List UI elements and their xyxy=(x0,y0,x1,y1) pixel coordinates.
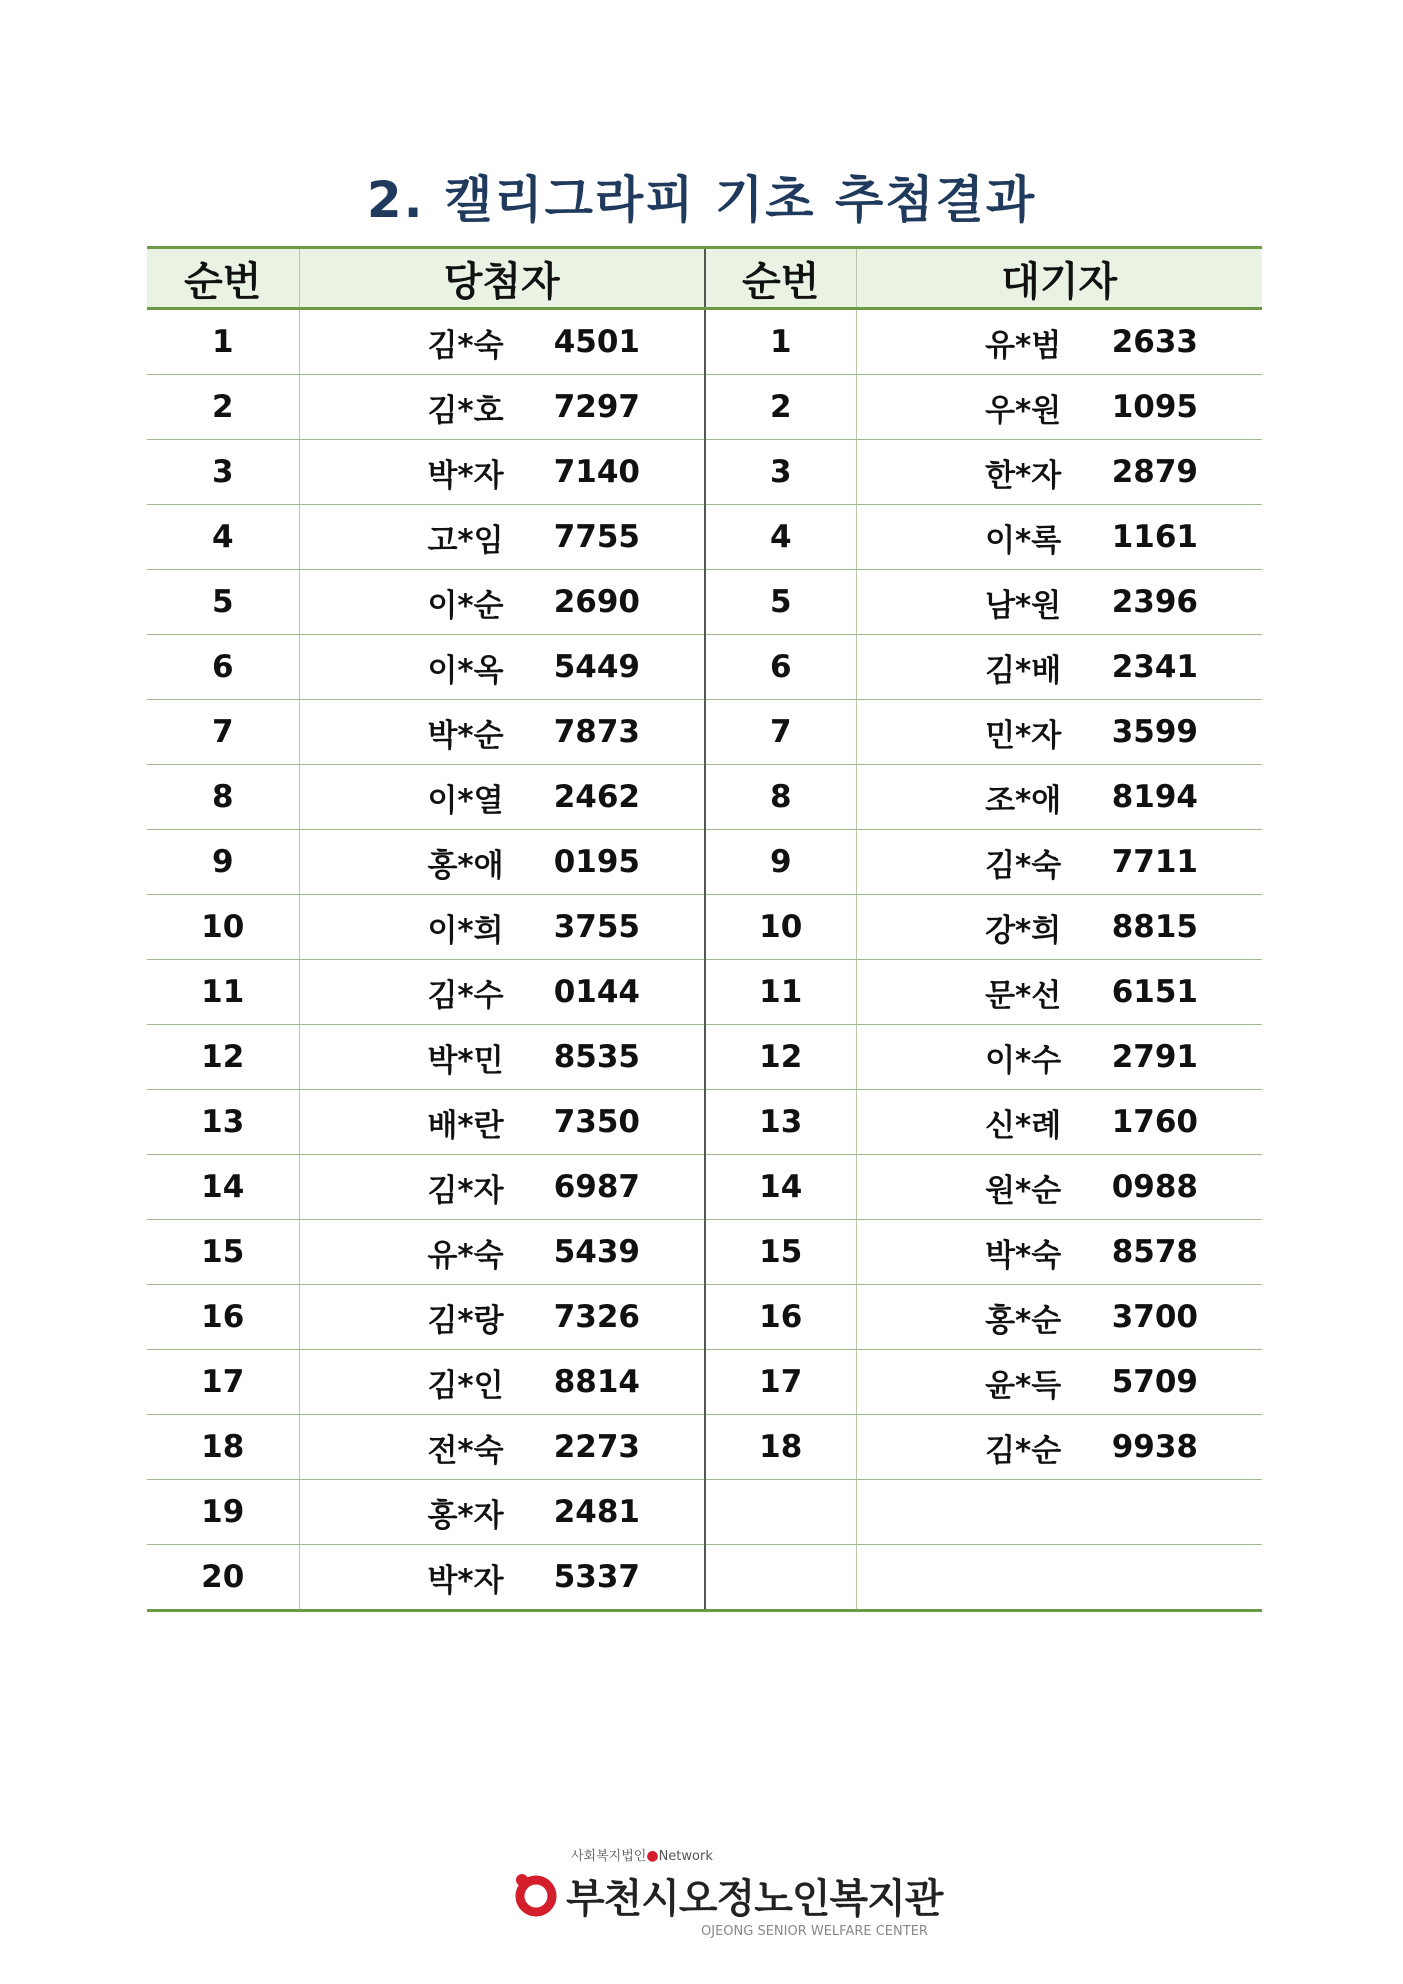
table-row xyxy=(147,700,1262,765)
winner-code: 8814 xyxy=(553,1364,640,1400)
waitlist-cell xyxy=(856,1285,1262,1350)
waitlist-cell xyxy=(856,570,1262,635)
winner-order: 1 xyxy=(147,309,299,375)
table-row xyxy=(147,1545,1262,1611)
winner-cell xyxy=(299,960,705,1025)
winner-code: 0195 xyxy=(553,844,640,880)
waitlist-code: 3599 xyxy=(1111,714,1198,750)
waitlist-order: 13 xyxy=(705,1090,856,1155)
winner-cell xyxy=(299,505,705,570)
winner-code: 7873 xyxy=(553,714,640,750)
winner-order: 20 xyxy=(201,1559,245,1595)
waitlist-code: 8194 xyxy=(1111,779,1198,815)
winner-name: 이*옥 xyxy=(427,652,504,689)
waitlist-code: 3700 xyxy=(1111,1299,1198,1335)
waitlist-cell xyxy=(856,1155,1262,1220)
winner-cell xyxy=(299,1285,705,1350)
table-row xyxy=(147,635,1262,700)
waitlist-cell xyxy=(856,960,1262,1025)
waitlist-cell xyxy=(856,1350,1262,1415)
waitlist-code: 5709 xyxy=(1111,1364,1198,1400)
waitlist-name: 이*록 xyxy=(985,522,1062,559)
waitlist-cell xyxy=(856,830,1262,895)
waitlist-order: 9 xyxy=(705,830,856,895)
winner-code: 7326 xyxy=(553,1299,640,1335)
waitlist-name: 원*순 xyxy=(985,1172,1062,1209)
waitlist-cell xyxy=(856,1545,1262,1611)
waitlist-code: 2633 xyxy=(1111,324,1198,360)
waitlist-order: 3 xyxy=(705,440,856,505)
waitlist-cell xyxy=(856,1090,1262,1155)
winner-name: 전*숙 xyxy=(427,1432,504,1469)
winner-code: 8535 xyxy=(553,1039,640,1075)
waitlist-order: 7 xyxy=(705,700,856,765)
winner-cell xyxy=(299,1090,705,1155)
waitlist-name: 신*례 xyxy=(985,1107,1062,1144)
winner-name: 박*자 xyxy=(427,457,504,494)
waitlist-order: 10 xyxy=(705,895,856,960)
winner-cell xyxy=(299,440,705,505)
winner-code: 5337 xyxy=(553,1559,640,1595)
table-row xyxy=(147,570,1262,635)
winner-cell xyxy=(299,830,705,895)
waitlist-cell xyxy=(856,1415,1262,1480)
winner-cell xyxy=(299,1220,705,1285)
waitlist-code: 1760 xyxy=(1111,1104,1198,1140)
waitlist-code: 2879 xyxy=(1111,454,1198,490)
welfare-center-logo-icon xyxy=(512,1871,558,1917)
waitlist-cell xyxy=(856,895,1262,960)
waitlist-name: 남*원 xyxy=(985,587,1062,624)
waitlist-cell xyxy=(856,309,1262,375)
winner-code: 2690 xyxy=(553,584,640,620)
header-waitlist-order: 순번 xyxy=(705,248,856,309)
winner-order: 16 xyxy=(147,1285,299,1350)
table-row xyxy=(147,1350,1262,1415)
table-row xyxy=(147,1220,1262,1285)
winner-name: 김*자 xyxy=(427,1172,504,1209)
waitlist-name: 한*자 xyxy=(985,457,1062,494)
winner-code: 2273 xyxy=(553,1429,640,1465)
winner-cell xyxy=(299,375,705,440)
waitlist-code: 7711 xyxy=(1111,844,1198,880)
table-row xyxy=(147,1285,1262,1350)
waitlist-code: 0988 xyxy=(1111,1169,1198,1205)
waitlist-order xyxy=(705,1545,856,1611)
winner-order: 18 xyxy=(147,1415,299,1480)
waitlist-cell xyxy=(856,375,1262,440)
waitlist-order: 14 xyxy=(705,1155,856,1220)
winner-order: 7 xyxy=(147,700,299,765)
waitlist-code: 1161 xyxy=(1111,519,1198,555)
winner-name: 김*숙 xyxy=(427,327,504,364)
results-body xyxy=(147,309,1262,1611)
waitlist-code: 8815 xyxy=(1111,909,1198,945)
winner-cell xyxy=(299,765,705,830)
lottery-results-table xyxy=(147,246,1262,1612)
winner-cell xyxy=(299,1415,705,1480)
waitlist-cell xyxy=(856,635,1262,700)
winner-cell xyxy=(299,700,705,765)
winner-name: 고*임 xyxy=(427,522,504,559)
table-row xyxy=(147,1155,1262,1220)
waitlist-cell xyxy=(856,1480,1262,1545)
waitlist-order: 11 xyxy=(705,960,856,1025)
table-row xyxy=(147,895,1262,960)
winner-name: 김*호 xyxy=(427,392,504,429)
network-word: Network xyxy=(658,1849,713,1864)
winner-code: 7755 xyxy=(553,519,640,555)
winner-name: 이*순 xyxy=(427,587,504,624)
winner-order: 6 xyxy=(147,635,299,700)
winner-order: 5 xyxy=(147,570,299,635)
winner-order: 12 xyxy=(147,1025,299,1090)
winner-name: 홍*애 xyxy=(427,847,504,884)
winner-cell xyxy=(299,1155,705,1220)
network-dot-icon: ● xyxy=(646,1848,659,1864)
winner-code: 7350 xyxy=(553,1104,640,1140)
winner-cell xyxy=(299,1480,705,1545)
winner-order: 15 xyxy=(147,1220,299,1285)
table-row xyxy=(147,1480,1262,1545)
waitlist-name: 이*수 xyxy=(985,1042,1062,1079)
table-row xyxy=(147,309,1262,375)
table-row xyxy=(147,1090,1262,1155)
winner-order: 13 xyxy=(147,1090,299,1155)
winner-code: 7140 xyxy=(553,454,640,490)
network-label xyxy=(571,1845,713,1864)
winner-order: 9 xyxy=(147,830,299,895)
winner-cell xyxy=(299,1025,705,1090)
waitlist-name: 김*배 xyxy=(985,652,1062,689)
waitlist-order: 18 xyxy=(705,1415,856,1480)
winner-code: 2481 xyxy=(553,1494,640,1530)
winner-cell xyxy=(299,895,705,960)
header-winner-order: 순번 xyxy=(147,248,299,309)
organization-name-english: OJEONG SENIOR WELFARE CENTER xyxy=(701,1924,928,1939)
winner-name: 이*희 xyxy=(427,912,504,949)
table-row xyxy=(147,830,1262,895)
winner-name: 배*란 xyxy=(427,1107,504,1144)
waitlist-order: 8 xyxy=(705,765,856,830)
winner-cell xyxy=(299,570,705,635)
table-row xyxy=(147,1025,1262,1090)
waitlist-order: 2 xyxy=(705,375,856,440)
waitlist-order: 4 xyxy=(705,505,856,570)
page-title: 2. 캘리그라피 기초 추첨결과 xyxy=(366,171,1037,229)
waitlist-code: 2341 xyxy=(1111,649,1198,685)
waitlist-order: 15 xyxy=(705,1220,856,1285)
waitlist-cell xyxy=(856,765,1262,830)
waitlist-order: 16 xyxy=(705,1285,856,1350)
winner-cell xyxy=(299,635,705,700)
waitlist-cell xyxy=(856,1025,1262,1090)
footer xyxy=(0,1845,1403,1955)
table-row xyxy=(147,960,1262,1025)
table-row xyxy=(147,375,1262,440)
winner-name: 박*순 xyxy=(427,717,504,754)
waitlist-order: 12 xyxy=(705,1025,856,1090)
waitlist-cell xyxy=(856,440,1262,505)
winner-cell xyxy=(299,1545,705,1611)
waitlist-name: 박*숙 xyxy=(985,1237,1062,1274)
winner-code: 7297 xyxy=(553,389,640,425)
waitlist-order: 17 xyxy=(705,1350,856,1415)
winner-name: 김*수 xyxy=(427,977,504,1014)
waitlist-code: 8578 xyxy=(1111,1234,1198,1270)
waitlist-order: 1 xyxy=(705,309,856,375)
waitlist-name: 윤*득 xyxy=(985,1367,1062,1404)
waitlist-code: 1095 xyxy=(1111,389,1198,425)
winner-name: 이*열 xyxy=(427,782,504,819)
waitlist-order: 5 xyxy=(705,570,856,635)
waitlist-order: 6 xyxy=(705,635,856,700)
table-row xyxy=(147,505,1262,570)
waitlist-code: 2396 xyxy=(1111,584,1198,620)
waitlist-cell xyxy=(856,505,1262,570)
waitlist-name: 우*원 xyxy=(985,392,1062,429)
winner-name: 박*자 xyxy=(427,1562,504,1599)
winner-code: 2462 xyxy=(553,779,640,815)
winner-code: 0144 xyxy=(553,974,640,1010)
waitlist-cell xyxy=(856,700,1262,765)
winner-order: 3 xyxy=(147,440,299,505)
header-waitlist: 대기자 xyxy=(856,248,1262,309)
waitlist-order xyxy=(705,1480,856,1545)
waitlist-name: 문*선 xyxy=(985,977,1062,1014)
winner-order: 10 xyxy=(147,895,299,960)
waitlist-name: 유*범 xyxy=(985,327,1062,364)
winner-code: 5439 xyxy=(553,1234,640,1270)
winner-order: 8 xyxy=(147,765,299,830)
winner-name: 김*인 xyxy=(427,1367,504,1404)
waitlist-code: 9938 xyxy=(1111,1429,1198,1465)
waitlist-name: 강*희 xyxy=(985,912,1062,949)
winner-order: 4 xyxy=(147,505,299,570)
winner-name: 유*숙 xyxy=(427,1237,504,1274)
winner-order: 17 xyxy=(147,1350,299,1415)
network-org-type: 사회복지법인 xyxy=(571,1849,647,1864)
waitlist-name: 민*자 xyxy=(985,717,1062,754)
winner-name: 박*민 xyxy=(427,1042,504,1079)
winner-order: 11 xyxy=(147,960,299,1025)
table-header-row xyxy=(147,248,1262,309)
waitlist-name: 홍*순 xyxy=(985,1302,1062,1339)
waitlist-name: 김*순 xyxy=(985,1432,1062,1469)
waitlist-code: 6151 xyxy=(1111,974,1198,1010)
winner-cell xyxy=(299,309,705,375)
table-row xyxy=(147,440,1262,505)
winner-name: 김*랑 xyxy=(427,1302,504,1339)
winner-order: 2 xyxy=(147,375,299,440)
header-winners: 당첨자 xyxy=(299,248,705,309)
waitlist-cell xyxy=(856,1220,1262,1285)
winner-code: 4501 xyxy=(553,324,640,360)
winner-code: 6987 xyxy=(553,1169,640,1205)
waitlist-code: 2791 xyxy=(1111,1039,1198,1075)
table-row xyxy=(147,765,1262,830)
winner-cell xyxy=(299,1350,705,1415)
table-row xyxy=(147,1415,1262,1480)
winner-order: 19 xyxy=(147,1480,299,1545)
organization-name: 부천시오정노인복지관 xyxy=(566,1876,943,1922)
winner-code: 3755 xyxy=(553,909,640,945)
winner-order: 14 xyxy=(147,1155,299,1220)
waitlist-name: 조*애 xyxy=(985,782,1062,819)
winner-code: 5449 xyxy=(553,649,640,685)
waitlist-name: 김*숙 xyxy=(985,847,1062,884)
winner-name: 홍*자 xyxy=(427,1497,504,1534)
